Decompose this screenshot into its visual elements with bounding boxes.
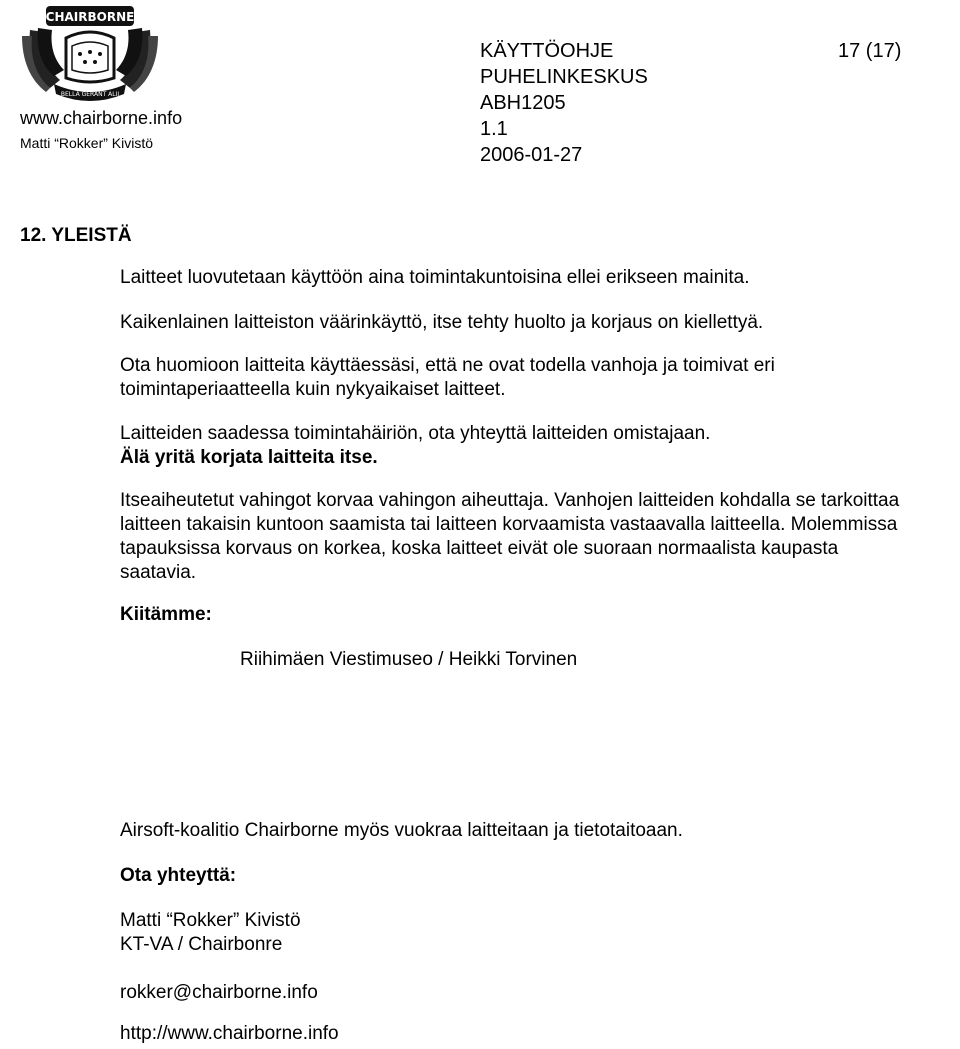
paragraph-2 [120, 311, 955, 335]
page-number: 17 (17) [838, 40, 902, 62]
thanks-label: Kiitämme: [120, 604, 212, 625]
paragraph-text: toimintaperiaatteella kuin nykyaikaiset laitteet. [120, 379, 506, 400]
section-heading: 12. YLEISTÄ [20, 225, 132, 246]
thanks-name: Riihimäen Viestimuseo / Heikki Torvinen [240, 649, 578, 670]
paragraph-1 [120, 266, 955, 290]
logo-wordmark: CHAIRBORNE [45, 10, 135, 24]
paragraph-text: Kaikenlainen laitteiston väärinkäyttö, itse tehty huolto ja korjaus on kiellettyä. [120, 312, 764, 333]
paragraph-text: Ota huomioon laitteita käyttäessäsi, että ne ovat todella vanhoja ja toimivat eri [120, 355, 775, 376]
doc-code: ABH1205 [480, 92, 566, 114]
author-name: Matti “Rokker” Kivistö [20, 135, 154, 151]
doc-date: 2006-01-27 [480, 144, 583, 166]
doc-subject: PUHELINKESKUS [480, 66, 648, 88]
contact-name: Matti “Rokker” Kivistö [120, 910, 301, 931]
chairborne-logo [20, 0, 160, 108]
doc-type: KÄYTTÖOHJE [480, 40, 614, 62]
warning-text: Älä yritä korjata laitteita itse. [120, 447, 378, 468]
contact-block [120, 909, 955, 957]
paragraph-3 [120, 354, 955, 402]
paragraph-5 [120, 489, 955, 585]
contact-label: Ota yhteyttä: [120, 865, 237, 886]
paragraph-4 [120, 422, 955, 470]
rental-note: Airsoft-koalitio Chairborne myös vuokraa laitteitaan ja tietotaitoaan. [120, 820, 683, 841]
paragraph-text: Itseaiheutetut vahingot korvaa vahingon aiheuttaja. Vanhojen laitteiden kohdalla se tarkoittaa [120, 490, 900, 511]
paragraph-text: tapauksissa korvaus on korkea, koska laitteet eivät ole suoraan normaalista kaupasta [120, 538, 839, 559]
website-link[interactable]: www.chairborne.info [20, 108, 183, 128]
document-meta [480, 38, 648, 168]
paragraph-text: laitteen takaisin kuntoon saamista tai laitteen korvaamista vastaavalla laitteella. Molemmissa [120, 514, 898, 535]
paragraph-text: Laitteet luovutetaan käyttöön aina toimintakuntoisina ellei erikseen mainita. [120, 267, 750, 288]
paragraph-text: Laitteiden saadessa toimintahäiriön, ota yhteyttä laitteiden omistajaan. [120, 423, 711, 444]
logo-motto: BELLA GERANT ALII [60, 91, 120, 98]
paragraph-text: saatavia. [120, 562, 197, 583]
contact-org: KT-VA / Chairbonre [120, 934, 283, 955]
doc-version: 1.1 [480, 118, 508, 140]
contact-email[interactable]: rokker@chairborne.info [120, 982, 318, 1003]
contact-url[interactable]: http://www.chairborne.info [120, 1023, 339, 1044]
